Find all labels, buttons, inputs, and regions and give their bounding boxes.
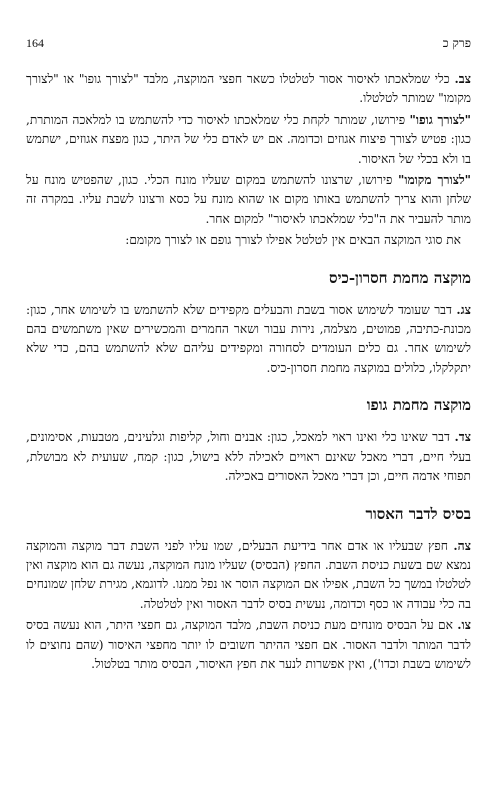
- paragraph: [26, 616, 471, 674]
- paragraph: [26, 231, 471, 250]
- paragraph-text: פירושו, שרצונו להשתמש במקום שעליו מונח הכלי. כגון, שהפטיש מונח על שלחן והוא צריך להשתמש באותו מקום או שהוא מונח על כסא ורצונו לשבת עליו. במקרה זה מותר להעביר את ה"כלי שמלאכתו לאיסור" למקום אחר.: [26, 173, 471, 226]
- paragraph-number: צד.: [454, 430, 471, 445]
- defined-term: "לצורך גופו": [409, 112, 471, 127]
- page-number: 164: [26, 36, 44, 50]
- section-intro: [26, 70, 471, 251]
- section-heading: בסיס לדבר האסור: [365, 504, 471, 523]
- section-basis: [26, 504, 471, 675]
- paragraph-text: פירושו, שמותר לקחת כלי שמלאכתו לאיסור כדי להשתמש בו למלאכה המותרת, כגון: פטיש לצורך פיצוח אגוזים וכדומה. אם יש לאדם כלי של היתר, כגון מפצח אגוזים, ישתמש בו ולא בכלי של האיסור.: [26, 112, 471, 166]
- paragraph: [26, 111, 471, 169]
- paragraph-number: צב.: [454, 72, 472, 86]
- paragraph-number: צה.: [453, 538, 471, 553]
- paragraph-text: דבר שאינו כלי ואינו ראוי למאכל, כגון: אבנים וחול, קליפות וגלעינים, מטבעות, אסימונים, בעלי חיים, דברי מאכל שאינם ראויים לאכילה ללא בישול, כגון: קמח, שעועית לא מבושלת, תפוחי אדמה חיים, וכן דברי מאכל האסורים באכילה.: [26, 430, 471, 484]
- paragraph: [26, 301, 471, 379]
- paragraph-text: את סוגי המוקצה הבאים אין לטלטל אפילו לצורך גופם או לצורך מקומם:: [125, 233, 461, 248]
- section-machmat-gufo: [26, 395, 471, 486]
- paragraph: [26, 537, 471, 615]
- paragraph: [26, 70, 471, 109]
- paragraph: [26, 428, 471, 486]
- paragraph-text: כלי שמלאכתו לאיסור אסור לטלטלו כשאר חפצי המוקצה, מלבד "לצורך גופו" או "לצורך מקומו" שמותר לטלטלו.: [26, 72, 471, 106]
- paragraph-text: דבר שעומד לשימוש אסור בשבת והבעלים מקפידים שלא להשתמש בו לשימוש אחר, כגון: מכונת-כתיבה, פמוטים, מצלמה, נירות עבור ושאר החמרים והמכשירים שאין משתמשים בהם לשימוש אחר. גם כלים העומדים לסחורה ומקפידים עליהם שלא להשתמש בהם, כדי שלא יתקלקלו, כלולים במוקצה מחמת חסרון-כיס.: [26, 302, 471, 375]
- page-header: [26, 36, 471, 56]
- defined-term: "לצורך מקומו": [397, 173, 472, 188]
- paragraph: [26, 171, 471, 229]
- section-heading: מוקצה מחמת גופו: [366, 396, 471, 415]
- paragraph-number: צג.: [456, 302, 471, 317]
- section-heading: מוקצה מחמת חסרון-כיס: [329, 268, 471, 287]
- chapter-title: פרק כ: [442, 36, 471, 50]
- page-body: [26, 70, 471, 676]
- section-chesron-kis: [26, 268, 471, 379]
- paragraph-number: צו.: [457, 618, 471, 633]
- paragraph-text: אם על הבסיס מונחים מעת כניסת השבת, מלבד המוקצה, גם חפצי היתר, הוא נעשה בסיס לדבר המותר ולדבר האסור. אם חפצי ההיתר חשובים לו יותר מחפצי האיסור (שהם נחוצים לו לשימוש בשבת וכדו'), ואין אפשרות לנער את חפץ האיסור, הבסיס מותר בטלטול.: [26, 618, 471, 671]
- paragraph-text: חפץ שבעליו או אדם אחר בידיעת הבעלים, שמו עליו לפני השבת דבר מוקצה והמוקצה נמצא שם בשעת כניסת השבת. החפץ (הבסיס) שעליו מונח המוקצה, נעשה גם הוא מוקצה ואין לטלטלו במשך כל השבת, אפילו אם המוקצה הוסר או נפל ממנו. לדוגמא, מגירת שלחן שמונחים בה כלי עבודה או כסף וכדומה, נעשית בסיס לדבר האסור ואין לטלטלה.: [26, 538, 471, 611]
